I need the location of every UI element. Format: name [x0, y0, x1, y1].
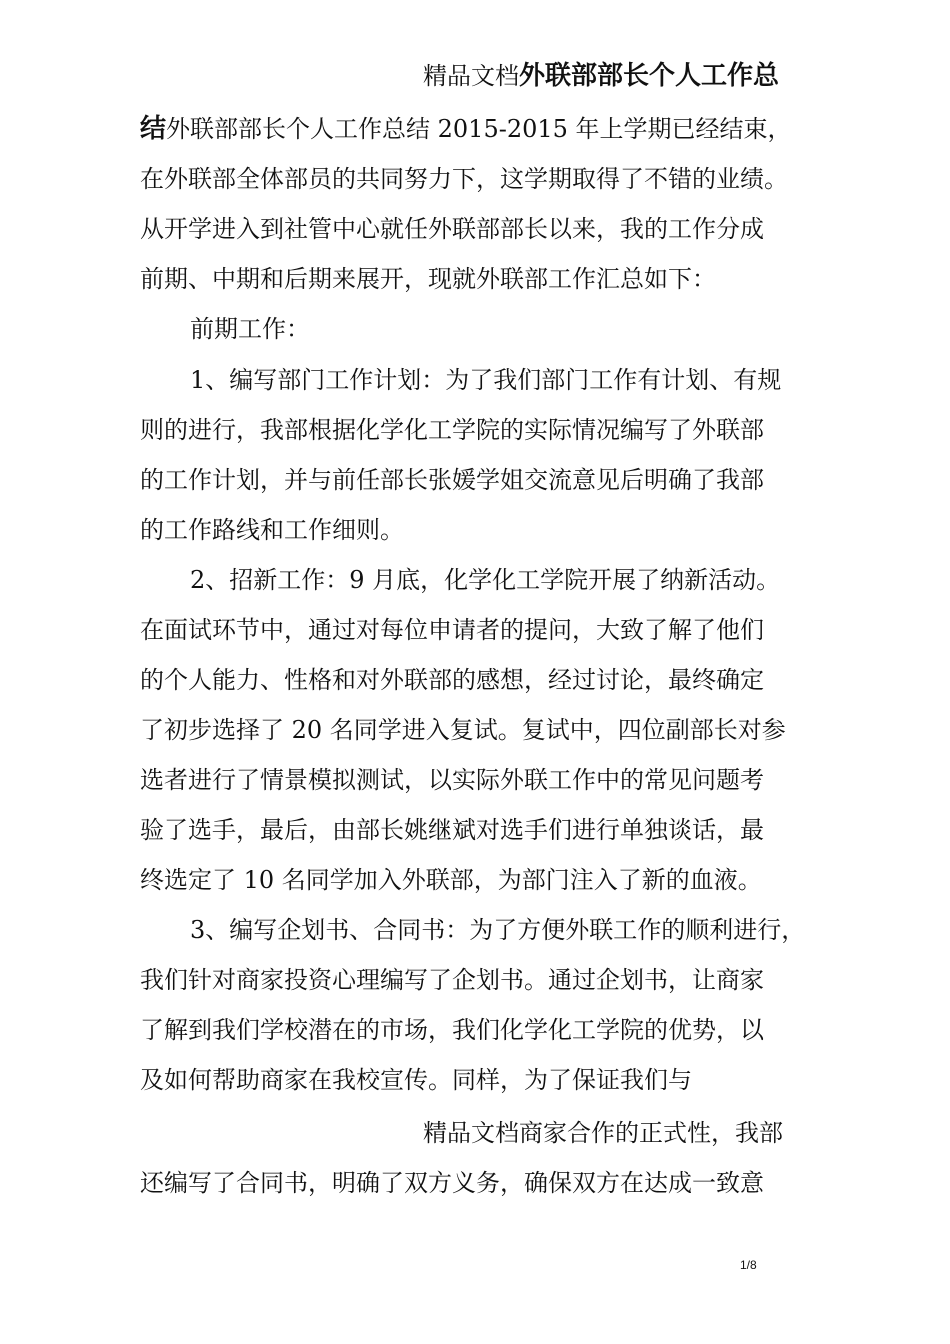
body-line-12: 的个人能力、性格和对外联部的感想，经过讨论，最终确定	[140, 666, 764, 694]
body-line-6: 1、编写部门工作计划：为了我们部门工作有计划、有规	[190, 366, 782, 394]
body-line-20: 及如何帮助商家在我校宣传。同样，为了保证我们与	[140, 1066, 692, 1094]
body-line-8: 的工作计划，并与前任部长张媛学姐交流意见后明确了我部	[140, 466, 764, 494]
body-line-18: 我们针对商家投资心理编写了企划书。通过企划书，让商家	[140, 966, 764, 994]
body-line-3: 从开学进入到社管中心就任外联部部长以来，我的工作分成	[140, 215, 764, 243]
title-line	[0, 60, 950, 92]
body-line-7: 则的进行，我部根据化学化工学院的实际情况编写了外联部	[140, 416, 764, 444]
body-line-11: 在面试环节中，通过对每位申请者的提问，大致了解了他们	[140, 616, 764, 644]
body-line-16: 终选定了 10 名同学加入外联部，为部门注入了新的血液。	[140, 866, 762, 894]
watermark-prefix: 精品文档	[423, 62, 519, 90]
page-title: 外联部部长个人工作总	[519, 61, 780, 91]
body-line-1	[0, 113, 950, 145]
body-line-13: 了初步选择了 20 名同学进入复试。复试中，四位副部长对参	[140, 716, 786, 744]
body-line-14: 选者进行了情景模拟测试，以实际外联工作中的常见问题考	[140, 766, 764, 794]
body-line-10: 2、招新工作：9 月底，化学化工学院开展了纳新活动。	[190, 566, 781, 594]
page-number: 1/8	[740, 1258, 757, 1272]
body-text: 外联部部长个人工作总结 2015-2015 年上学期已经结束，	[166, 115, 792, 143]
body-line-21: 精品文档商家合作的正式性，我部	[423, 1119, 783, 1147]
body-line-15: 验了选手，最后，由部长姚继斌对选手们进行单独谈话，最	[140, 816, 764, 844]
body-line-17: 3、编写企划书、合同书：为了方便外联工作的顺利进行，	[190, 916, 806, 944]
body-line-22: 还编写了合同书，明确了双方义务，确保双方在达成一致意	[140, 1169, 764, 1197]
body-line-9: 的工作路线和工作细则。	[140, 516, 404, 544]
page-title-continued: 结	[140, 114, 167, 144]
body-line-4: 前期、中期和后期来展开，现就外联部工作汇总如下：	[140, 265, 716, 293]
body-line-2: 在外联部全体部员的共同努力下，这学期取得了不错的业绩。	[140, 165, 788, 193]
section-heading: 前期工作：	[190, 315, 310, 343]
body-line-19: 了解到我们学校潜在的市场，我们化学化工学院的优势，以	[140, 1016, 764, 1044]
